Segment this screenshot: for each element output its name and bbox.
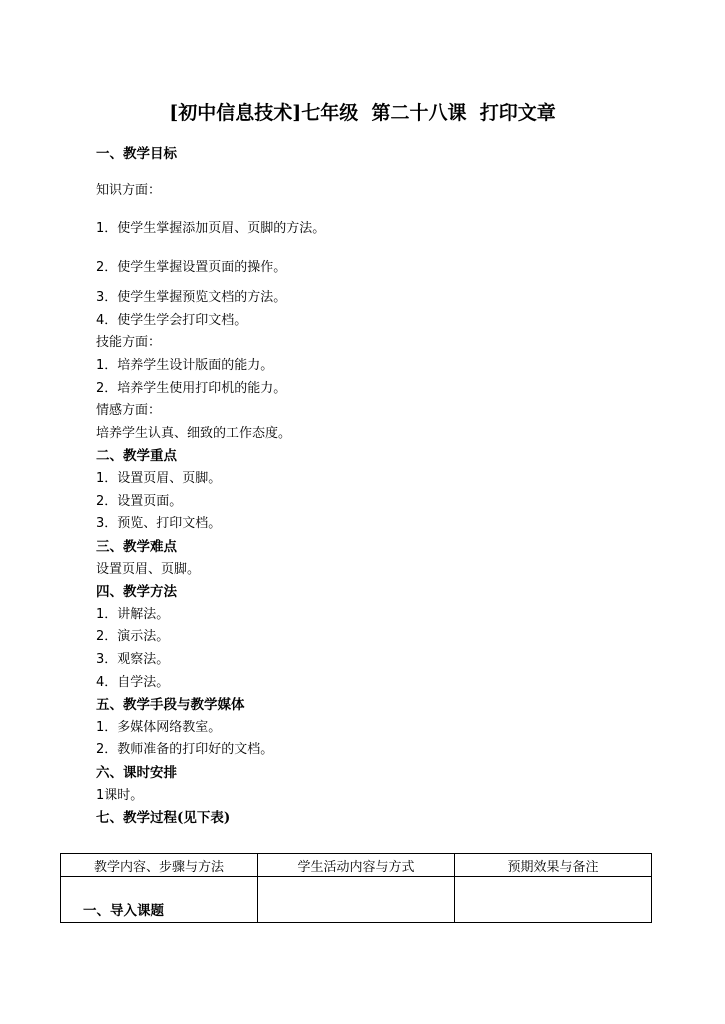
- text-line: 1．讲解法。: [96, 607, 170, 622]
- column-header: 学生活动内容与方式: [258, 854, 455, 877]
- text-line: 1．设置页眉、页脚。: [96, 471, 222, 486]
- cell-text: 一、导入课题: [83, 903, 164, 919]
- column-header: 教学内容、步骤与方法: [61, 854, 258, 877]
- text-line: 2．培养学生使用打印机的能力。: [96, 381, 287, 396]
- text-line: 3．观察法。: [96, 652, 170, 667]
- text-line: 1．使学生掌握添加页眉、页脚的方法。: [96, 221, 326, 236]
- text-line: 1课时。: [96, 788, 144, 803]
- text-line: 3．使学生掌握预览文档的方法。: [96, 290, 287, 305]
- text-line: 2．教师准备的打印好的文档。: [96, 742, 274, 757]
- text-line: 情感方面：: [96, 403, 162, 418]
- section-heading: 四、教学方法: [96, 584, 177, 600]
- text-line: 技能方面：: [96, 335, 162, 350]
- section-heading: 七、教学过程(见下表): [96, 810, 231, 826]
- text-line: 3．预览、打印文档。: [96, 516, 222, 531]
- text-line: 设置页眉、页脚。: [96, 562, 201, 577]
- table-cell: [258, 877, 455, 923]
- section-heading: 五、教学手段与教学媒体: [96, 697, 245, 713]
- table-cell: [455, 877, 652, 923]
- section-heading: 一、教学目标: [96, 146, 177, 162]
- text-line: 知识方面：: [96, 183, 162, 198]
- section-heading: 二、教学重点: [96, 448, 177, 464]
- section-heading: 三、教学难点: [96, 539, 177, 555]
- text-line: 2．演示法。: [96, 629, 170, 644]
- text-line: 2．使学生掌握设置页面的操作。: [96, 260, 287, 275]
- text-line: 1．培养学生设计版面的能力。: [96, 358, 274, 373]
- table-header-row: [61, 854, 652, 877]
- teaching-process-table: [60, 853, 652, 923]
- table-cell: [61, 877, 258, 923]
- text-line: 培养学生认真、细致的工作态度。: [96, 426, 292, 441]
- text-line: 4．使学生学会打印文档。: [96, 313, 248, 328]
- text-line: 2．设置页面。: [96, 494, 183, 509]
- document-title: [初中信息技术]七年级 第二十八课 打印文章: [169, 102, 556, 124]
- text-line: 1．多媒体网络教室。: [96, 720, 222, 735]
- section-heading: 六、课时安排: [96, 765, 177, 781]
- text-line: 4．自学法。: [96, 675, 170, 690]
- table-row: [61, 877, 652, 923]
- column-header: 预期效果与备注: [455, 854, 652, 877]
